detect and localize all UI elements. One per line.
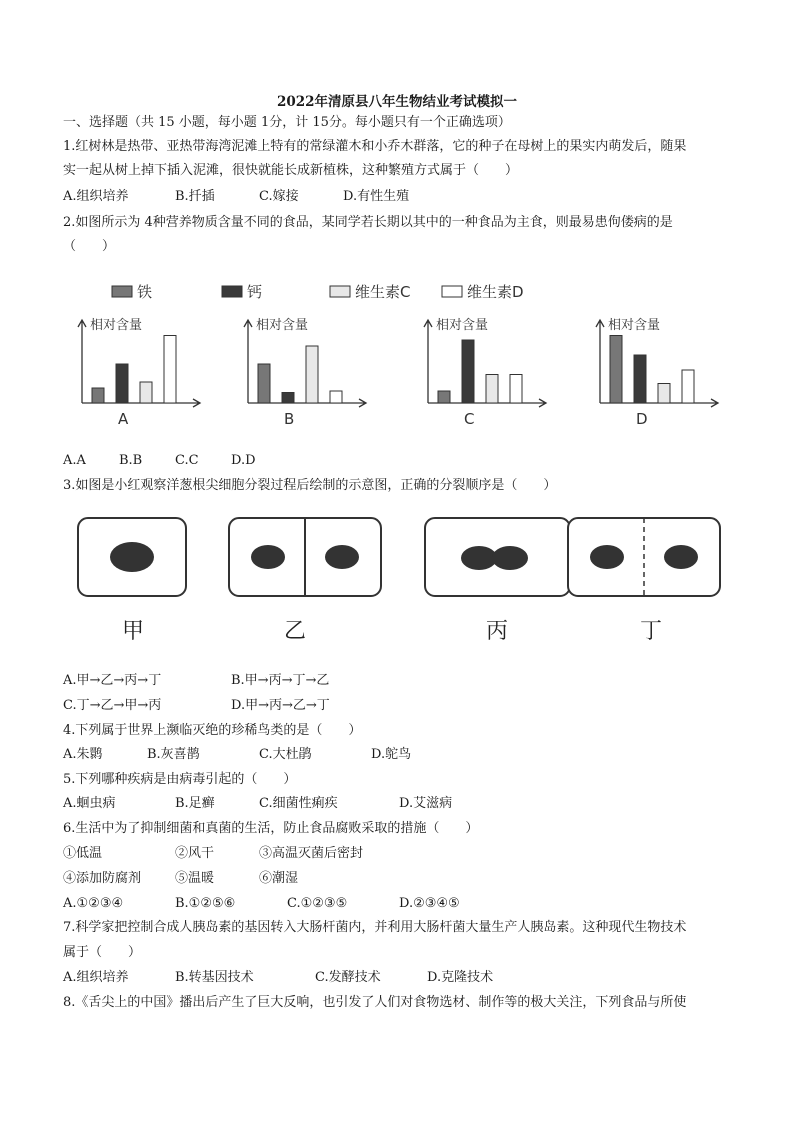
y-axis bbox=[244, 320, 252, 403]
q5-stem: 5.下列哪种疾病是由病毒引起的（ ） bbox=[63, 772, 297, 787]
y-axis-label: 相对含量 bbox=[436, 318, 489, 333]
q5-option-d[interactable]: D.艾滋病 bbox=[399, 796, 453, 811]
nucleus bbox=[461, 546, 497, 570]
q4-option-d[interactable]: D.鸵鸟 bbox=[371, 747, 412, 762]
section-heading: 一、选择题（共 15 小题，每小题 1分，计 15分。每小题只有一个正确选项） bbox=[63, 115, 511, 130]
q3-option-a[interactable]: A.甲→乙→丙→丁 bbox=[63, 673, 162, 688]
cell-label-bing: 丙 bbox=[486, 619, 509, 644]
legend-swatch-calcium bbox=[222, 286, 242, 297]
q7-stem-line2: 属于（ ） bbox=[63, 945, 142, 960]
q3-stem: 3.如图是小红观察洋葱根尖细胞分裂过程后绘制的示意图，正确的分裂顺序是（ ） bbox=[63, 478, 557, 493]
bar-b-vitamin-d bbox=[330, 391, 342, 403]
q6-item-2: ②风干 bbox=[175, 846, 215, 861]
bar-b-calcium bbox=[282, 393, 294, 404]
page-title: 2022年清原县八年生物结业考试模拟一 bbox=[276, 94, 518, 110]
q2-option-a[interactable]: A.A bbox=[63, 453, 86, 468]
chart-caption-c: C bbox=[464, 410, 475, 428]
q1-option-c[interactable]: C.嫁接 bbox=[259, 189, 299, 204]
y-axis bbox=[78, 320, 86, 403]
q7-option-c[interactable]: C.发酵技术 bbox=[315, 970, 381, 985]
cell-label-ding: 丁 bbox=[640, 619, 663, 644]
q1-stem-line1: 1.红树林是热带、亚热带海湾泥滩上特有的常绿灌木和小乔木群落，它的种子在母树上的果实内萌发后，随果 bbox=[63, 139, 687, 154]
bar-a-vitamin-d bbox=[164, 336, 176, 404]
q6-items-row2 bbox=[63, 870, 298, 888]
q7-option-a[interactable]: A.组织培养 bbox=[63, 970, 129, 985]
q4-option-a[interactable]: A.朱鹮 bbox=[63, 747, 103, 762]
q3-option-b[interactable]: B.甲→丙→丁→乙 bbox=[231, 673, 330, 688]
q8-stem-line1: 8.《舌尖上的中国》播出后产生了巨大反响，也引发了人们对食物选材、制作等的极大关注，下列食品与所使 bbox=[63, 995, 687, 1010]
q4-options bbox=[63, 746, 411, 764]
q2-option-b[interactable]: B.B bbox=[119, 453, 143, 468]
legend-label-vitamin-d: 维生素D bbox=[467, 283, 524, 301]
q4-option-c[interactable]: C.大杜鹃 bbox=[259, 747, 312, 762]
nucleus bbox=[110, 542, 154, 572]
q6-options bbox=[63, 895, 460, 913]
chart-caption-a: A bbox=[118, 410, 129, 428]
bar-c-iron bbox=[438, 391, 450, 403]
bar-d-iron bbox=[610, 336, 622, 404]
cell-division-diagram bbox=[0, 510, 794, 650]
q2-option-c[interactable]: C.C bbox=[175, 453, 199, 468]
y-axis-label: 相对含量 bbox=[608, 318, 661, 333]
bar-a-iron bbox=[92, 388, 104, 403]
q7-option-d[interactable]: D.克隆技术 bbox=[427, 970, 494, 985]
chart-c bbox=[424, 317, 546, 428]
bar-d-vitamin-d bbox=[682, 370, 694, 403]
nucleus bbox=[492, 546, 528, 570]
q1-option-b[interactable]: B.扦插 bbox=[175, 189, 215, 204]
bar-b-iron bbox=[258, 364, 270, 403]
q2-stem-line2: （ ） bbox=[63, 239, 116, 254]
q3-option-d[interactable]: D.甲→丙→乙→丁 bbox=[231, 698, 330, 713]
chart-b bbox=[244, 317, 366, 428]
chart-a bbox=[78, 317, 200, 428]
cell-ding bbox=[568, 518, 720, 644]
q6-item-4: ④添加防腐剂 bbox=[63, 871, 142, 886]
q4-option-b[interactable]: B.灰喜鹊 bbox=[147, 747, 200, 762]
q7-options bbox=[63, 969, 493, 987]
legend-label-vitamin-c: 维生素C bbox=[355, 283, 411, 301]
q6-items-row1 bbox=[63, 845, 363, 863]
q6-option-c[interactable]: C.①②③⑤ bbox=[287, 896, 348, 911]
q1-options bbox=[63, 188, 409, 206]
q2-option-d[interactable]: D.D bbox=[231, 453, 256, 468]
q6-option-b[interactable]: B.①②⑤⑥ bbox=[175, 896, 236, 911]
q7-stem-line1: 7.科学家把控制合成人胰岛素的基因转入大肠杆菌内，并利用大肠杆菌大量生产人胰岛素。这种现代生物技术 bbox=[63, 920, 687, 935]
y-axis bbox=[596, 320, 604, 403]
legend-swatch-vitamin-c bbox=[330, 286, 350, 297]
q1-option-a[interactable]: A.组织培养 bbox=[63, 189, 129, 204]
bar-c-vitamin-c bbox=[486, 375, 498, 404]
nucleus bbox=[251, 545, 285, 569]
q6-item-6: ⑥潮湿 bbox=[259, 871, 299, 886]
q1-option-d[interactable]: D.有性生殖 bbox=[343, 189, 410, 204]
legend-swatch-vitamin-d bbox=[442, 286, 462, 297]
chart-legend bbox=[112, 283, 524, 301]
legend-label-calcium: 钙 bbox=[247, 283, 263, 301]
chart-d bbox=[596, 317, 718, 428]
bar-a-vitamin-c bbox=[140, 382, 152, 403]
q6-stem: 6.生活中为了抑制细菌和真菌的生活，防止食品腐败采取的措施（ ） bbox=[63, 821, 479, 836]
q1-stem-line2: 实一起从树上掉下插入泥滩，很快就能长成新植株，这种繁殖方式属于（ ） bbox=[63, 163, 519, 178]
nucleus bbox=[664, 545, 698, 569]
q6-item-3: ③高温灭菌后密封 bbox=[259, 846, 364, 861]
q7-option-b[interactable]: B.转基因技术 bbox=[175, 970, 254, 985]
legend-swatch-iron bbox=[112, 286, 132, 297]
q5-options bbox=[63, 795, 452, 813]
nutrient-bar-charts bbox=[0, 280, 794, 440]
legend-label-iron: 铁 bbox=[137, 283, 153, 301]
bar-d-calcium bbox=[634, 355, 646, 403]
y-axis bbox=[424, 320, 432, 403]
q2-options bbox=[63, 452, 256, 470]
chart-caption-d: D bbox=[636, 410, 648, 428]
q5-option-b[interactable]: B.足癣 bbox=[175, 796, 215, 811]
q5-option-a[interactable]: A.蛔虫病 bbox=[63, 796, 116, 811]
bar-b-vitamin-c bbox=[306, 346, 318, 403]
nucleus bbox=[590, 545, 624, 569]
chart-caption-b: B bbox=[284, 410, 295, 428]
bar-c-calcium bbox=[462, 340, 474, 403]
y-axis-label: 相对含量 bbox=[90, 318, 143, 333]
cell-yi bbox=[229, 518, 381, 644]
q6-item-5: ⑤温暖 bbox=[175, 871, 215, 886]
cell-bing bbox=[425, 518, 570, 644]
bar-a-calcium bbox=[116, 364, 128, 403]
cell-label-yi: 乙 bbox=[284, 619, 307, 644]
cell-label-jia: 甲 bbox=[122, 619, 145, 644]
q3-options-row1 bbox=[63, 672, 329, 690]
bar-c-vitamin-d bbox=[510, 375, 522, 404]
q3-option-c[interactable]: C.丁→乙→甲→丙 bbox=[63, 698, 162, 713]
y-axis-label: 相对含量 bbox=[256, 318, 309, 333]
q5-option-c[interactable]: C.细菌性痢疾 bbox=[259, 796, 338, 811]
q6-option-d[interactable]: D.②③④⑤ bbox=[399, 896, 460, 911]
q2-stem-line1: 2.如图所示为 4种营养物质含量不同的食品，某同学若长期以其中的一种食品为主食，则最易患佝偻病的是 bbox=[63, 215, 673, 230]
q4-stem: 4.下列属于世界上濒临灭绝的珍稀鸟类的是（ ） bbox=[63, 723, 362, 738]
cell-jia bbox=[78, 518, 186, 644]
q6-option-a[interactable]: A.①②③④ bbox=[63, 896, 124, 911]
bar-d-vitamin-c bbox=[658, 384, 670, 404]
nucleus bbox=[325, 545, 359, 569]
q6-item-1: ①低温 bbox=[63, 846, 103, 861]
q3-options-row2 bbox=[63, 697, 330, 715]
